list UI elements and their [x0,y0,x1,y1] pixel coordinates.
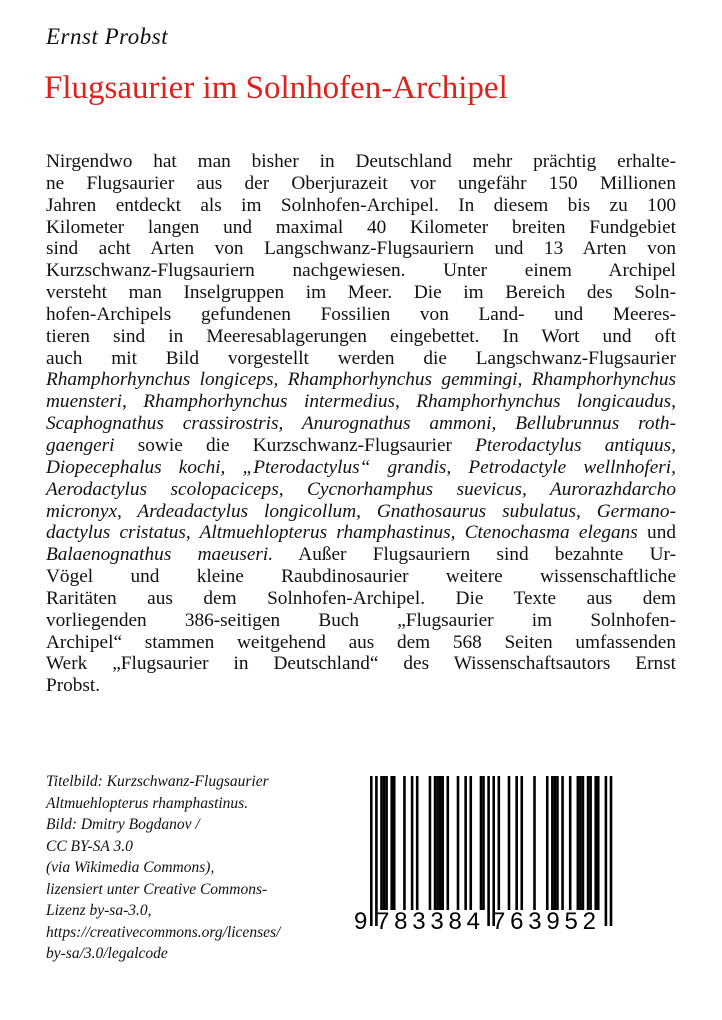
barcode-digit-first: 9 [354,908,368,933]
barcode-bar [587,776,590,910]
barcode-bar [515,776,518,910]
barcode-bar [464,776,467,910]
barcode-bar [561,776,564,910]
blurb-text-segment: Nirgendwo hat man bisher in Deutschland mehr prächtig erhalte- [46,151,676,172]
species-name-text: Scaphognathus crassirostris, Anurognathus ammoni, Bellubrunnus roth- [46,413,676,435]
barcode-bar [589,776,592,910]
caption-line: https://creativecommons.org/licenses/ [46,923,281,941]
blurb-line [46,457,676,479]
barcode-digits-right: 763952 [492,908,596,933]
blurb-text-segment: Archipel“ stammen weitgehend aus dem 568 Seiten umfassenden [46,631,676,653]
species-name-text: Rhamphorhynchus longiceps, Rhamphorhynchus gemmingi, Rhamphorhynchus [46,369,676,391]
blurb-text-segment: auch mit Bild vorgestellt werden die Langschwanz-Flugsaurier [46,347,676,369]
caption-line: by-sa/3.0/legalcode [46,945,168,962]
barcode-bar [375,776,378,926]
species-name-text: Balaenognathus maeuseri. [46,544,274,566]
blurb-line [46,238,676,260]
blurb-line [46,588,676,610]
blurb-line [46,653,676,675]
blurb-line [46,348,676,370]
barcode-bar [546,776,549,910]
barcode-bar [429,776,432,910]
caption-line: lizensiert unter Creative Commons- [46,880,268,898]
barcode-bar [498,776,501,910]
barcode-bar [457,776,460,910]
barcode-bar [508,776,511,910]
barcode-bar [482,776,485,910]
barcode-bar [556,776,559,910]
barcode-bar [436,776,439,910]
caption-line: (via Wikimedia Commons), [46,859,215,876]
blurb-text-segment: Probst. [46,675,101,697]
isbn-barcode [354,773,614,933]
blurb-text-segment: sind acht Arten von Langschwanz-Flugsauriern und 13 Arten von [46,238,676,260]
barcode-digits-left: 783384 [376,908,480,933]
blurb-line [46,544,676,566]
barcode-bar [605,776,608,926]
species-name-text: Aerodactylus scolopaciceps, Cycnorhamphus suevicus, Aurorazhdarcho [46,478,676,500]
caption-line: Titelbild: Kurzschwanz-Flugsaurier [46,773,269,790]
blurb-text-segment: tieren sind in Meeresablagerungen eingebettet. In Wort und oft [46,325,676,347]
blurb-text-segment: vorliegenden 386-seitigen Buch „Flugsaurier im Solnhofen- [46,609,676,631]
blurb-line [46,435,676,457]
barcode-bar [492,776,495,926]
species-name-text: Pterodactylus antiquus, [475,434,676,456]
blurb-line [46,173,676,195]
blurb-text-segment: Vögel und kleine Raubdinosaurier weitere wissenschaftliche [46,566,676,588]
barcode-bar [520,776,523,910]
caption-line: CC BY-SA 3.0 [46,837,133,855]
book-title: Flugsaurier im Solnhofen-Archipel [44,70,508,106]
blurb-line [46,522,676,544]
blurb-text-segment: und [637,522,676,544]
barcode-bar [610,776,613,926]
blurb-line [46,369,676,391]
barcode-bar [569,776,572,910]
blurb-line [46,282,676,304]
species-name-text: gaengeri [46,434,115,456]
barcode-bar [597,776,600,910]
barcode-bar [594,776,597,910]
barcode-bar [487,776,490,926]
blurb-text-segment: sowie die Kurzschwanz-Flugsaurier [114,434,476,456]
blurb-text-segment: Kilometer langen und maximal 40 Kilometer breiten Fundgebiet [46,216,676,238]
barcode-bar [447,776,450,910]
blurb-line [46,195,676,217]
blurb-line [46,304,676,326]
blurb-line [46,501,676,523]
species-name-text: Diopecephalus kochi, „Pterodactylus“ grandis, Petrodactyle wellnhoferi, [46,456,676,478]
barcode-bar [579,776,582,910]
barcode-bar [370,776,373,926]
species-name-text: micronyx, Ardeadactylus longicollum, Gnathosaurus subulatus, Germano- [46,500,676,522]
barcode-bar [411,776,414,910]
blurb-line [46,610,676,632]
barcode-bar [439,776,442,910]
barcode-bars [370,776,612,926]
blurb-text-segment: versteht man Inselgruppen im Meer. Die im Bereich des Soln- [46,282,676,304]
blurb-text-segment: hofen-Archipels gefundenen Fossilien von Land- und Meeres- [46,303,676,325]
barcode-bar [416,776,419,910]
caption-line: Bild: Dmitry Bogdanov / [46,816,200,833]
barcode-bar [533,776,536,910]
species-name-text: dactylus cristatus, Altmuehlopterus rhamphastinus, Ctenochasma elegans [46,522,638,544]
barcode-bar [480,776,483,910]
species-name-text: muensteri, Rhamphorhynchus intermedius, Rhamphorhynchus longicaudus, [46,391,676,413]
blurb-line [46,260,676,282]
barcode-bar [380,776,383,910]
barcode-bar [554,776,557,910]
author-name: Ernst Probst [46,24,169,49]
blurb-line [46,326,676,348]
blurb-line [46,217,676,239]
blurb-text-segment: ne Flugsaurier aus der Oberjurazeit vor ungefähr 150 Millionen [46,172,676,194]
blurb-line [46,391,676,413]
blurb-text-segment: Werk „Flugsaurier in Deutschland“ des Wissenschaftsautors Ernst [46,653,676,675]
barcode-bar [441,776,444,910]
blurb-text-segment: Jahren entdeckt als im Solnhofen-Archipel. In diesem bis zu 100 [46,194,676,216]
barcode-bar [403,776,406,910]
blurb-text [46,151,676,697]
image-credit-caption [46,771,280,965]
blurb-line [46,632,676,654]
barcode-bar [385,776,388,910]
blurb-line [46,151,676,173]
blurb-text-segment: Kurzschwanz-Flugsauriern nachgewiesen. Unter einem Archipel [46,260,676,282]
blurb-line [46,479,676,501]
caption-line: Altmuehlopterus rhamphastinus. [46,794,249,812]
barcode-bar [383,776,386,910]
barcode-bar [551,776,554,910]
blurb-text-segment: Außer Flugsauriern sind bezahnte Ur- [273,544,676,566]
barcode-bar [577,776,580,910]
barcode-bar [393,776,396,910]
barcode-bar [434,776,437,910]
caption-line: Lizenz by-sa-3.0, [46,902,152,919]
barcode-bar [469,776,472,910]
blurb-line [46,675,676,697]
barcode-bar [390,776,393,910]
blurb-line [46,566,676,588]
blurb-text-segment: Raritäten aus dem Solnhofen-Archipel. Die Texte aus dem [46,587,676,609]
barcode-bar [582,776,585,910]
blurb-line [46,413,676,435]
